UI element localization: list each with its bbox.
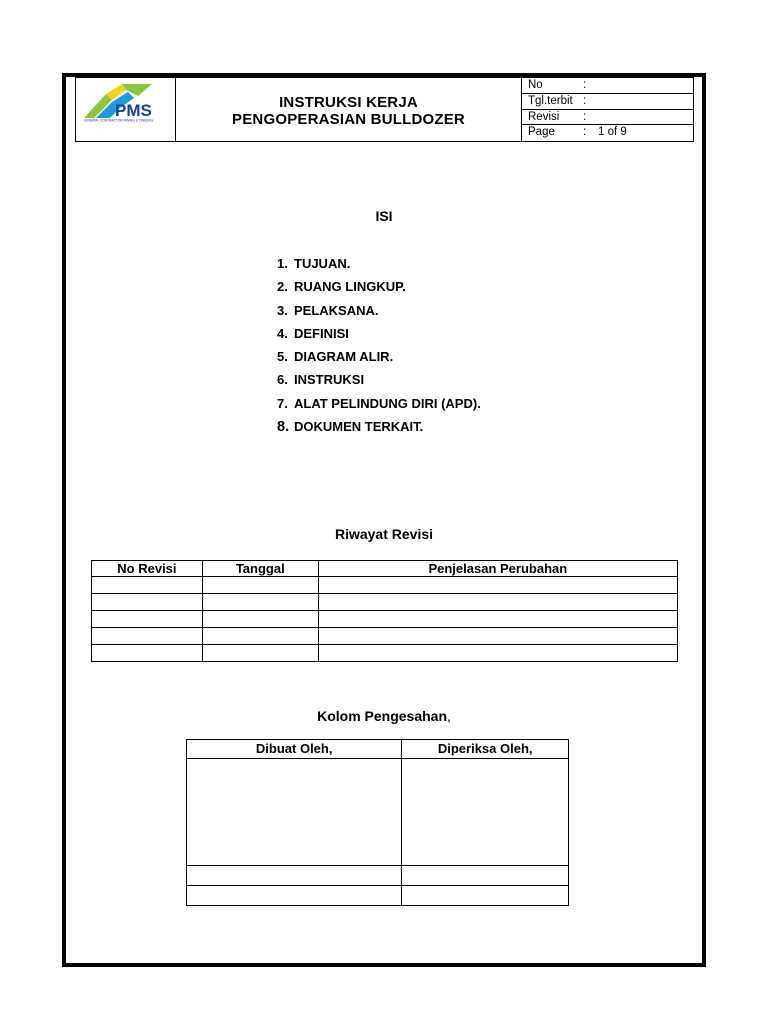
name-row bbox=[187, 866, 569, 886]
meta-label: No bbox=[528, 79, 543, 91]
table-header-row bbox=[92, 561, 678, 577]
table-cell[interactable] bbox=[202, 577, 318, 594]
meta-colon: : bbox=[583, 110, 587, 123]
column-header-tanggal: Tanggal bbox=[202, 561, 318, 577]
toc-item bbox=[277, 302, 481, 325]
approval-heading-text: Kolom Pengesahan bbox=[317, 708, 448, 724]
meta-label: Page bbox=[528, 126, 555, 139]
table-cell[interactable] bbox=[92, 645, 203, 662]
meta-label: Revisi bbox=[528, 110, 560, 123]
table-cell[interactable] bbox=[202, 645, 318, 662]
table-cell[interactable] bbox=[202, 594, 318, 611]
table-row bbox=[92, 594, 678, 611]
table-row bbox=[92, 645, 678, 662]
meta-row-no bbox=[522, 78, 694, 94]
approval-table bbox=[186, 739, 569, 906]
meta-value: 1 of 9 bbox=[598, 126, 627, 139]
name-cell[interactable] bbox=[402, 866, 569, 886]
toc-item bbox=[277, 278, 481, 301]
table-header-row bbox=[187, 740, 569, 759]
toc-text: DOKUMEN TERKAIT. bbox=[294, 419, 424, 435]
table-cell[interactable] bbox=[318, 594, 677, 611]
table-cell[interactable] bbox=[92, 594, 203, 611]
column-header-dibuat-oleh: Dibuat Oleh, bbox=[187, 740, 402, 759]
toc-text: RUANG LINGKUP. bbox=[294, 279, 406, 295]
toc-item bbox=[277, 348, 481, 371]
approval-heading-suffix: , bbox=[447, 708, 451, 724]
table-cell[interactable] bbox=[202, 628, 318, 645]
document-meta bbox=[522, 78, 694, 141]
table-cell[interactable] bbox=[92, 628, 203, 645]
table-row bbox=[92, 577, 678, 594]
revision-history-table bbox=[91, 560, 678, 662]
table-cell[interactable] bbox=[318, 628, 677, 645]
toc-number: 8. bbox=[277, 419, 290, 436]
table-cell[interactable] bbox=[92, 611, 203, 628]
meta-label: Tgl.terbit bbox=[528, 94, 573, 107]
meta-colon: : bbox=[583, 94, 587, 107]
table-cell[interactable] bbox=[202, 611, 318, 628]
signature-row bbox=[187, 759, 569, 866]
meta-row-revisi bbox=[522, 110, 694, 126]
logo-tagline: GENERAL CONTRACTOR MINING & TRADING bbox=[84, 118, 154, 122]
position-row bbox=[187, 886, 569, 906]
table-cell[interactable] bbox=[318, 577, 677, 594]
toc-text: ALAT PELINDUNG DIRI (APD). bbox=[294, 395, 481, 411]
toc-text: TUJUAN. bbox=[294, 256, 351, 271]
meta-row-tgl-terbit bbox=[522, 94, 694, 110]
toc-text: DEFINISI bbox=[294, 325, 349, 341]
toc-text: INSTRUKSI bbox=[294, 372, 365, 388]
meta-colon: : bbox=[583, 79, 587, 91]
revision-history-heading: Riwayat Revisi bbox=[334, 526, 434, 542]
table-row bbox=[92, 628, 678, 645]
position-cell[interactable] bbox=[187, 886, 402, 906]
document-header bbox=[75, 77, 694, 142]
table-cell[interactable] bbox=[92, 577, 203, 594]
toc-text: PELAKSANA. bbox=[294, 302, 379, 318]
table-of-contents bbox=[277, 255, 481, 441]
toc-number: 4. bbox=[277, 325, 288, 341]
position-cell[interactable] bbox=[402, 886, 569, 906]
company-logo bbox=[82, 82, 172, 122]
signature-cell[interactable] bbox=[187, 759, 402, 866]
isi-heading: ISI bbox=[375, 208, 393, 224]
toc-text: DIAGRAM ALIR. bbox=[294, 349, 394, 365]
column-header-diperiksa-oleh: Diperiksa Oleh, bbox=[402, 740, 569, 759]
toc-item bbox=[277, 255, 481, 278]
document-title-cell bbox=[176, 78, 522, 141]
logo-wordmark: PMS bbox=[115, 101, 152, 120]
toc-item bbox=[277, 325, 481, 348]
approval-heading bbox=[0, 708, 768, 724]
toc-number: 6. bbox=[277, 372, 288, 388]
document-title-line1: INSTRUKSI KERJA bbox=[279, 94, 418, 111]
meta-colon: : bbox=[583, 126, 587, 139]
toc-item bbox=[277, 395, 481, 418]
column-header-penjelasan: Penjelasan Perubahan bbox=[318, 561, 677, 577]
table-cell[interactable] bbox=[318, 645, 677, 662]
toc-item bbox=[277, 371, 481, 394]
table-row bbox=[92, 611, 678, 628]
document-title-line2: PENGOPERASIAN BULLDOZER bbox=[232, 111, 465, 128]
toc-number: 5. bbox=[277, 349, 288, 365]
column-header-no-revisi: No Revisi bbox=[92, 561, 203, 577]
toc-item bbox=[277, 418, 481, 441]
meta-row-page bbox=[522, 125, 694, 141]
toc-number: 1. bbox=[277, 256, 288, 271]
table-cell[interactable] bbox=[318, 611, 677, 628]
toc-number: 2. bbox=[277, 279, 288, 295]
toc-number: 7. bbox=[277, 395, 288, 411]
signature-cell[interactable] bbox=[402, 759, 569, 866]
logo-cell bbox=[76, 78, 176, 141]
toc-number: 3. bbox=[277, 302, 288, 318]
name-cell[interactable] bbox=[187, 866, 402, 886]
